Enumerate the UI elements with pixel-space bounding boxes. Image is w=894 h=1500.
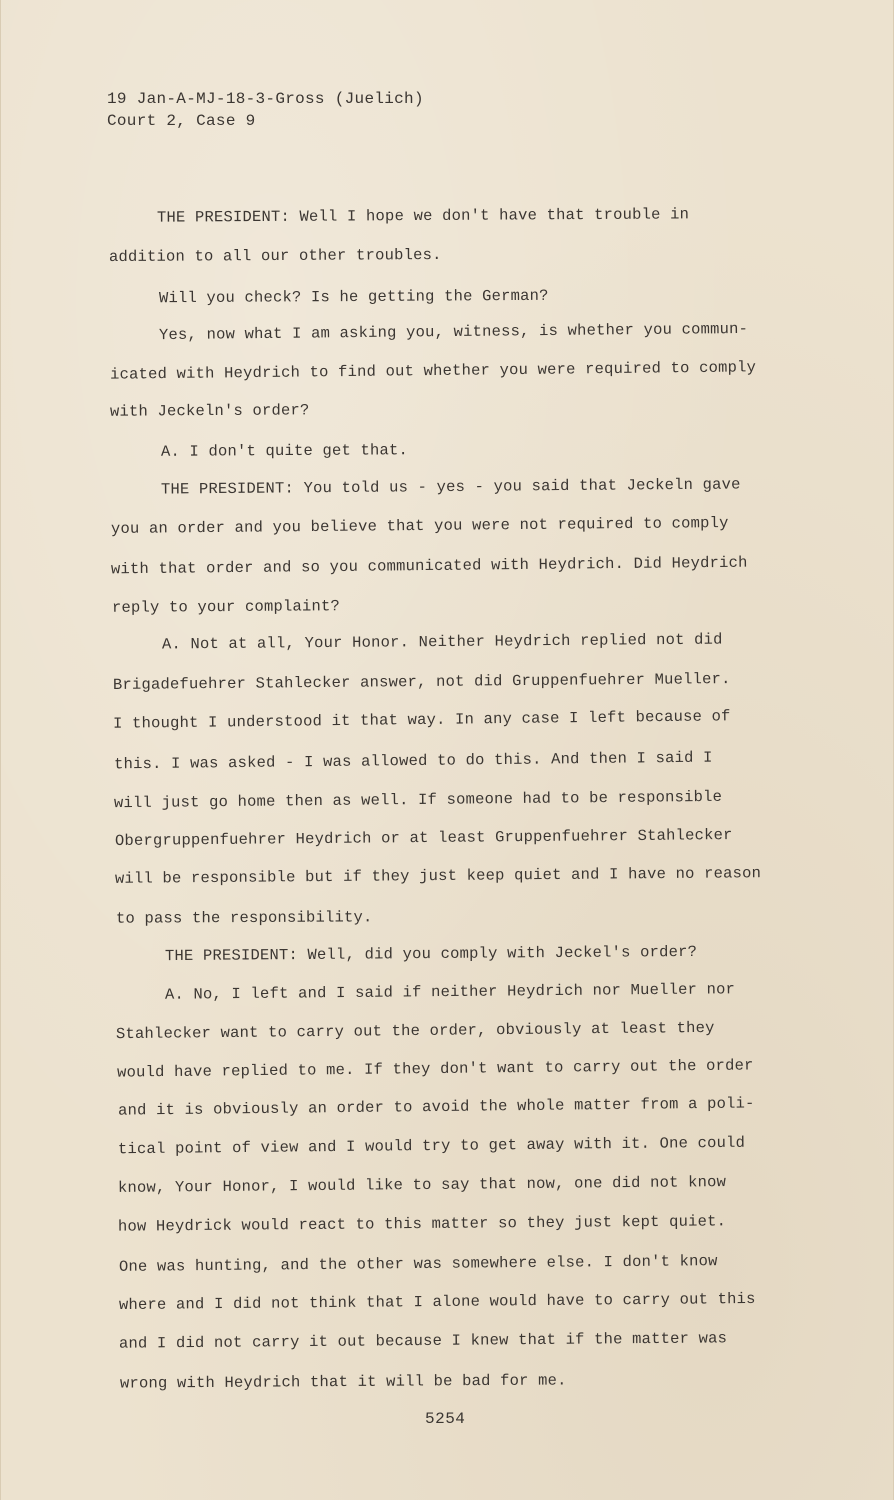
transcript-line: A. No, I left and I said if neither Heydrich nor Mueller nor xyxy=(164,980,736,1004)
transcript-line: THE PRESIDENT: Well I hope we don't have that trouble in xyxy=(156,205,690,227)
transcript-line: how Heydrick would react to this matter so they just kept quiet. xyxy=(117,1212,727,1236)
transcript-line: with that order and so you communicated with Heydrich. Did Heydrich xyxy=(110,553,748,579)
transcript-line: will be responsible but if they just keep quiet and I have no reason xyxy=(114,864,762,888)
transcript-line: Stahlecker want to carry out the order, obviously at least they xyxy=(115,1018,715,1044)
transcript-line: A. I don't quite get that. xyxy=(160,441,409,461)
transcript-line: addition to all our other troubles. xyxy=(108,245,442,267)
transcript-line: and it is obviously an order to avoid the whole matter from a poli- xyxy=(117,1094,755,1120)
transcript-line: will just go home then as well. If someone had to be responsible xyxy=(113,787,723,813)
transcript-line: Will you check? Is he getting the German? xyxy=(158,286,549,308)
transcript-line: and I did not carry it out because I knew that if the matter was xyxy=(118,1329,728,1353)
case-reference: 19 Jan-A-MJ-18-3-Gross (Juelich) xyxy=(107,90,424,108)
transcript-line: I thought I understood it that way. In any case I left because of xyxy=(112,707,731,733)
transcript-line: would have replied to me. If they don't want to carry out the order xyxy=(116,1056,754,1082)
transcript-line: to pass the responsibility. xyxy=(115,908,373,928)
transcript-line: THE PRESIDENT: Well, did you comply with Jeckel's order? xyxy=(164,942,698,966)
court-case-label: Court 2, Case 9 xyxy=(107,112,256,130)
transcript-line: A. Not at all, Your Honor. Neither Heydrich replied not did xyxy=(161,630,723,654)
transcript-line: Obergruppenfuehrer Heydrich or at least Gruppenfuehrer Stahlecker xyxy=(114,826,733,850)
transcript-line: with Jeckeln's order? xyxy=(109,401,310,421)
transcript-line: know, Your Honor, I would like to say that now, one did not know xyxy=(117,1173,727,1197)
document-header xyxy=(107,88,424,132)
transcript-line: reply to your complaint? xyxy=(111,597,341,617)
transcript-line: this. I was asked - I was allowed to do this. And then I said I xyxy=(113,748,713,774)
transcript-line: where and I did not think that I alone would have to carry out this xyxy=(118,1289,756,1315)
transcript-line: icated with Heydrich to find out whether you were required to comply xyxy=(109,358,757,384)
transcript-line: wrong with Heydrich that it will be bad for me. xyxy=(119,1371,567,1393)
transcript-line: Yes, now what I am asking you, witness, is whether you commun- xyxy=(158,319,749,345)
transcript-line: THE PRESIDENT: You told us - yes - you said that Jeckeln gave xyxy=(160,475,741,499)
transcript-line: One was hunting, and the other was somewhere else. I don't know xyxy=(118,1252,718,1276)
transcript-line: tical point of view and I would try to get away with it. One could xyxy=(117,1133,746,1159)
transcript-line: you an order and you believe that you were not required to comply xyxy=(110,514,729,538)
transcript-line: Brigadefuehrer Stahlecker answer, not did Gruppenfuehrer Mueller. xyxy=(112,670,731,694)
page-number: 5254 xyxy=(425,1410,466,1428)
